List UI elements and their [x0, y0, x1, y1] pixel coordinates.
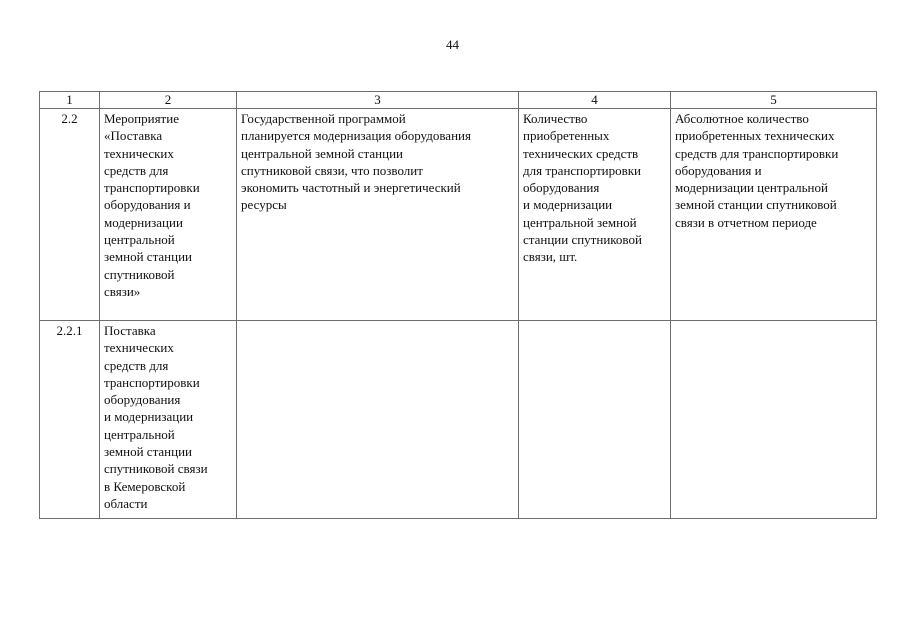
table-row [40, 109, 877, 321]
method-cell: Абсолютное количество приобретенных технических средств для транспортировки оборудования и модернизации центральной земной станции спутниковой связи в отчетном периоде [671, 109, 877, 321]
method-cell [671, 321, 877, 519]
program-table [39, 91, 877, 519]
row-number-cell: 2.2.1 [40, 321, 100, 519]
column-header-4: 4 [519, 92, 671, 109]
activity-name-cell: Мероприятие «Поставка технических средств для транспортировки оборудования и модернизации центральной земной станции спутниковой связи» [100, 109, 237, 321]
column-header-5: 5 [671, 92, 877, 109]
row-number-cell: 2.2 [40, 109, 100, 321]
page-number: 44 [446, 37, 459, 52]
table-header-row [40, 92, 877, 109]
activity-name-cell: Поставка технических средств для транспортировки оборудования и модернизации центральной земной станции спутниковой связи в Кемеровской области [100, 321, 237, 519]
column-header-2: 2 [100, 92, 237, 109]
indicator-cell [519, 321, 671, 519]
description-cell [237, 321, 519, 519]
column-header-3: 3 [237, 92, 519, 109]
description-cell: Государственной программой планируется модернизация оборудования центральной земной станции спутниковой связи, что позволит экономить частотный и энергетический ресурсы [237, 109, 519, 321]
indicator-cell: Количество приобретенных технических средств для транспортировки оборудования и модернизации центральной земной станции спутниковой связи, шт. [519, 109, 671, 321]
table-row [40, 321, 877, 519]
column-header-1: 1 [40, 92, 100, 109]
